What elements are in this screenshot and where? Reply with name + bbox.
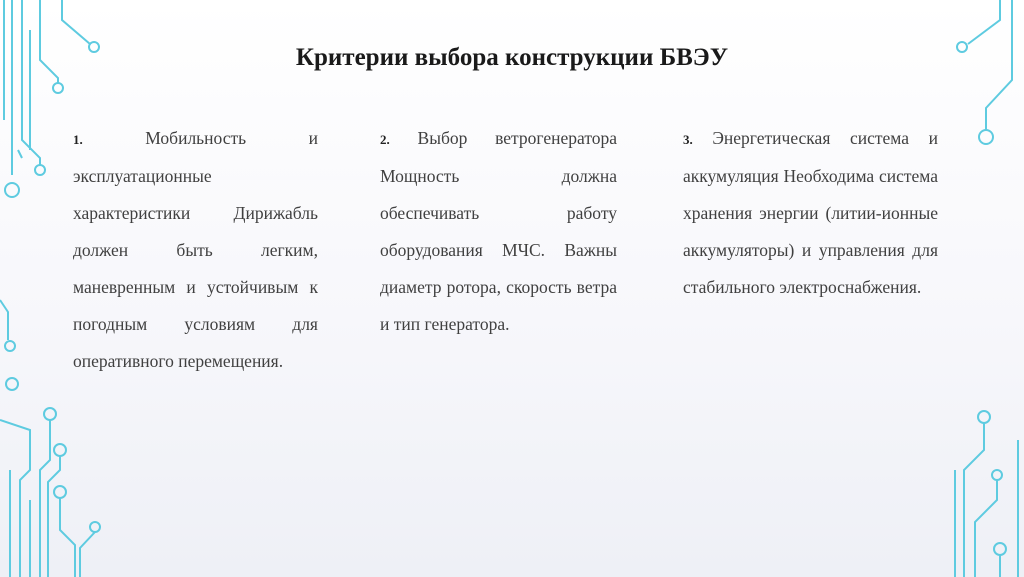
slide-title: Критерии выбора конструкции БВЭУ [295, 44, 729, 71]
criterion-2-separator: . [386, 132, 390, 147]
criterion-3-separator: . [689, 132, 693, 147]
criterion-3-body: Энергетическая система и аккумуляция Необходима система хранения энергии (литии-ионные аккумуляторы) и управления для стабильного электроснабжения. [683, 128, 939, 297]
criterion-2 [380, 120, 617, 343]
criterion-1 [73, 120, 318, 380]
criterion-1-separator: . [79, 132, 83, 147]
criterion-2-text [380, 120, 617, 343]
criterion-2-number: 2 [380, 132, 387, 147]
criterion-2-body: Выбор ветрогенератора Мощность должна обеспечивать работу оборудования МЧС. Важны диаметр ротора, скорость ветра и тип генератора. [380, 128, 617, 334]
criterion-3 [683, 120, 938, 306]
criterion-3-number: 3 [683, 132, 690, 147]
criterion-1-text [73, 120, 318, 380]
criterion-1-number: 1 [73, 132, 80, 147]
criterion-1-body: Мобильность и эксплуатационные характеристики Дирижабль должен быть легким, маневренным и устойчивым к погодным условиям для оперативного перемещения. [73, 128, 319, 371]
criterion-3-text [683, 120, 938, 306]
